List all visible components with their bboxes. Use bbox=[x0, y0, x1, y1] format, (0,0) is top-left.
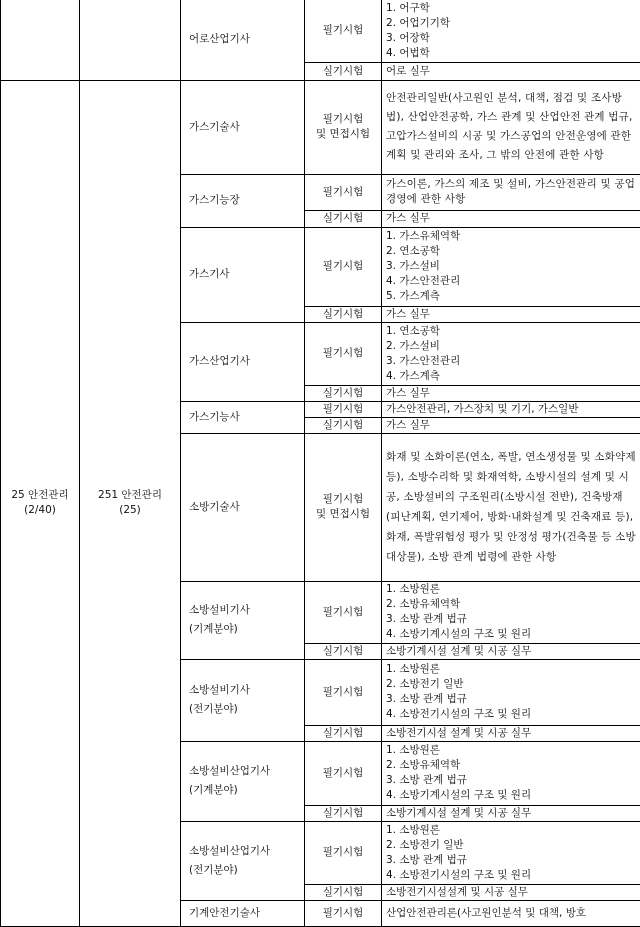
subject-paragraph: 가스이론, 가스의 제조 및 설비, 가스안전관리 및 공업경영에 관한 사항 bbox=[386, 178, 635, 205]
exam-type: 필기시험 bbox=[305, 659, 382, 725]
subject-line: 4. 가스계측 bbox=[386, 369, 636, 384]
subject-paragraph: 화재 및 소화이론(연소, 폭발, 연소생성물 및 소화약제 등), 소방수리학 및 화재역학, 소방시설의 설계 및 시공, 소방설비의 구조원리(소방시설 전반), 건축방재(피난계획, 연기제어, 방화·내화설계 및 건축재료 등), 화재, 폭발위험성 평가 및 안정성 평가(건축물 등 소방대상물), 소방 관계 법령에 관한 사항 bbox=[386, 451, 636, 563]
cert-name bbox=[181, 581, 305, 659]
exam-subjects bbox=[382, 322, 640, 385]
exam-type-line: 및 면접시험 bbox=[308, 507, 378, 522]
field-cell-empty bbox=[1, 0, 80, 80]
exam-subjects: 가스 실무 bbox=[382, 306, 640, 322]
subject-line: 2. 연소공학 bbox=[386, 244, 636, 259]
exam-type-line: 필기시험 bbox=[308, 112, 378, 127]
subject-line: 1. 소방원론 bbox=[386, 823, 636, 838]
cert-name bbox=[181, 821, 305, 900]
subject-line: 1. 연소공학 bbox=[386, 324, 636, 339]
cert-name-line: (기계분야) bbox=[189, 781, 301, 800]
subject-line: 4. 소방기계시설의 구조 및 원리 bbox=[386, 627, 636, 642]
field-cell bbox=[1, 80, 80, 926]
exam-type: 실기시험 bbox=[305, 725, 382, 741]
cert-name: 기계안전기술사 bbox=[181, 900, 305, 926]
cert-name: 가스기술사 bbox=[181, 80, 305, 174]
exam-type: 실기시험 bbox=[305, 805, 382, 821]
cert-name-line: (기계분야) bbox=[189, 620, 301, 639]
cert-name: 가스산업기사 bbox=[181, 322, 305, 401]
exam-type: 필기시험 bbox=[305, 900, 382, 926]
cert-name: 가스기사 bbox=[181, 227, 305, 322]
cert-name-line: 소방설비산업기사 bbox=[189, 762, 301, 781]
exam-subjects: 소방전기시설설계 및 시공 실무 bbox=[382, 884, 640, 900]
subfield-count: (25) bbox=[83, 503, 177, 518]
exam-type: 필기시험 bbox=[305, 401, 382, 417]
subject-line: 4. 소방전기시설의 구조 및 원리 bbox=[386, 868, 636, 883]
cert-name: 가스기능사 bbox=[181, 401, 305, 433]
cert-name-line: (전기분야) bbox=[189, 700, 301, 719]
exam-subjects: 가스 실무 bbox=[382, 210, 640, 227]
exam-subjects: 가스안전관리, 가스장치 및 기기, 가스일반 bbox=[382, 401, 640, 417]
subject-line: 2. 어업기기학 bbox=[386, 16, 636, 31]
exam-subjects bbox=[382, 659, 640, 725]
exam-type: 실기시험 bbox=[305, 306, 382, 322]
cert-name-line: 소방설비산업기사 bbox=[189, 842, 301, 861]
subject-paragraph: 안전관리일반(사고원인 분석, 대책, 점검 및 조사방법), 산업안전공학, 가스 관계 및 산업안전 관계 법규, 고압가스설비의 시공 및 가스공업의 안전운영에 관한 계획 및 관리와 조사, 그 밖의 안전에 관한 사항 bbox=[386, 92, 633, 161]
exam-subjects bbox=[382, 433, 640, 581]
exam-subjects bbox=[382, 821, 640, 884]
exam-subjects bbox=[382, 741, 640, 805]
exam-subjects bbox=[382, 80, 640, 174]
exam-type: 실기시험 bbox=[305, 210, 382, 227]
subject-line: 1. 소방원론 bbox=[386, 743, 636, 758]
exam-type: 실기시험 bbox=[305, 884, 382, 900]
cert-name: 어로산업기사 bbox=[181, 0, 305, 80]
subject-line: 1. 가스유체역학 bbox=[386, 229, 636, 244]
exam-type: 실기시험 bbox=[305, 385, 382, 401]
exam-type: 필기시험 bbox=[305, 741, 382, 805]
subject-line: 3. 소방 관계 법규 bbox=[386, 612, 636, 627]
subfield-cell-empty bbox=[80, 0, 181, 80]
exam-subjects: 소방전기시설 설계 및 시공 실무 bbox=[382, 725, 640, 741]
exam-subjects: 가스 실무 bbox=[382, 417, 640, 433]
subject-line: 4. 소방전기시설의 구조 및 원리 bbox=[386, 707, 636, 722]
exam-subjects: 가스 실무 bbox=[382, 385, 640, 401]
exam-type: 실기시험 bbox=[305, 643, 382, 659]
cert-name-line: 소방설비기사 bbox=[189, 681, 301, 700]
subject-line: 2. 소방전기 일반 bbox=[386, 677, 636, 692]
cert-name bbox=[181, 659, 305, 741]
exam-type bbox=[305, 433, 382, 581]
subfield-name: 251 안전관리 bbox=[83, 488, 177, 503]
exam-type: 필기시험 bbox=[305, 227, 382, 306]
subject-line: 1. 어구학 bbox=[386, 1, 636, 16]
field-count: (2/40) bbox=[4, 503, 76, 518]
exam-type: 필기시험 bbox=[305, 821, 382, 884]
exam-subjects: 소방기계시설 설계 및 시공 실무 bbox=[382, 643, 640, 659]
subject-line: 3. 가스안전관리 bbox=[386, 354, 636, 369]
exam-subjects bbox=[382, 0, 640, 62]
subject-paragraph: 산업안전관리론(사고원인분석 및 대책, 방호 bbox=[386, 907, 586, 919]
subject-line: 3. 가스설비 bbox=[386, 259, 636, 274]
cert-name-line: (전기분야) bbox=[189, 861, 301, 880]
exam-type-line: 필기시험 bbox=[308, 492, 378, 507]
subject-line: 3. 어장학 bbox=[386, 31, 636, 46]
subject-line: 2. 소방유체역학 bbox=[386, 597, 636, 612]
exam-type: 필기시험 bbox=[305, 581, 382, 643]
subject-line: 4. 어법학 bbox=[386, 46, 636, 61]
subject-line: 5. 가스계측 bbox=[386, 289, 636, 304]
cert-name: 가스기능장 bbox=[181, 174, 305, 227]
cert-name-line: 소방설비기사 bbox=[189, 601, 301, 620]
subject-line: 2. 가스설비 bbox=[386, 339, 636, 354]
subject-line: 4. 소방기계시설의 구조 및 원리 bbox=[386, 788, 636, 803]
cert-name: 소방기술사 bbox=[181, 433, 305, 581]
subject-line: 1. 소방원론 bbox=[386, 582, 636, 597]
exam-subjects bbox=[382, 581, 640, 643]
cert-name bbox=[181, 741, 305, 821]
exam-subjects: 소방기계시설 설계 및 시공 실무 bbox=[382, 805, 640, 821]
exam-subjects: 어로 실무 bbox=[382, 62, 640, 80]
exam-type-line: 및 면접시험 bbox=[308, 127, 378, 142]
subject-line: 4. 가스안전관리 bbox=[386, 274, 636, 289]
subject-line: 2. 소방전기 일반 bbox=[386, 838, 636, 853]
subfield-cell bbox=[80, 80, 181, 926]
exam-subjects bbox=[382, 900, 640, 926]
exam-type: 실기시험 bbox=[305, 62, 382, 80]
exam-type: 필기시험 bbox=[305, 322, 382, 385]
exam-subjects bbox=[382, 227, 640, 306]
subject-line: 3. 소방 관계 법규 bbox=[386, 853, 636, 868]
subject-line: 3. 소방 관계 법규 bbox=[386, 773, 636, 788]
exam-type bbox=[305, 80, 382, 174]
exam-type: 필기시험 bbox=[305, 174, 382, 210]
subject-line: 3. 소방 관계 법규 bbox=[386, 692, 636, 707]
exam-subjects bbox=[382, 174, 640, 210]
exam-type: 실기시험 bbox=[305, 417, 382, 433]
subject-line: 1. 소방원론 bbox=[386, 662, 636, 677]
exam-type: 필기시험 bbox=[305, 0, 382, 62]
subject-line: 2. 소방유체역학 bbox=[386, 758, 636, 773]
field-name: 25 안전관리 bbox=[4, 488, 76, 503]
